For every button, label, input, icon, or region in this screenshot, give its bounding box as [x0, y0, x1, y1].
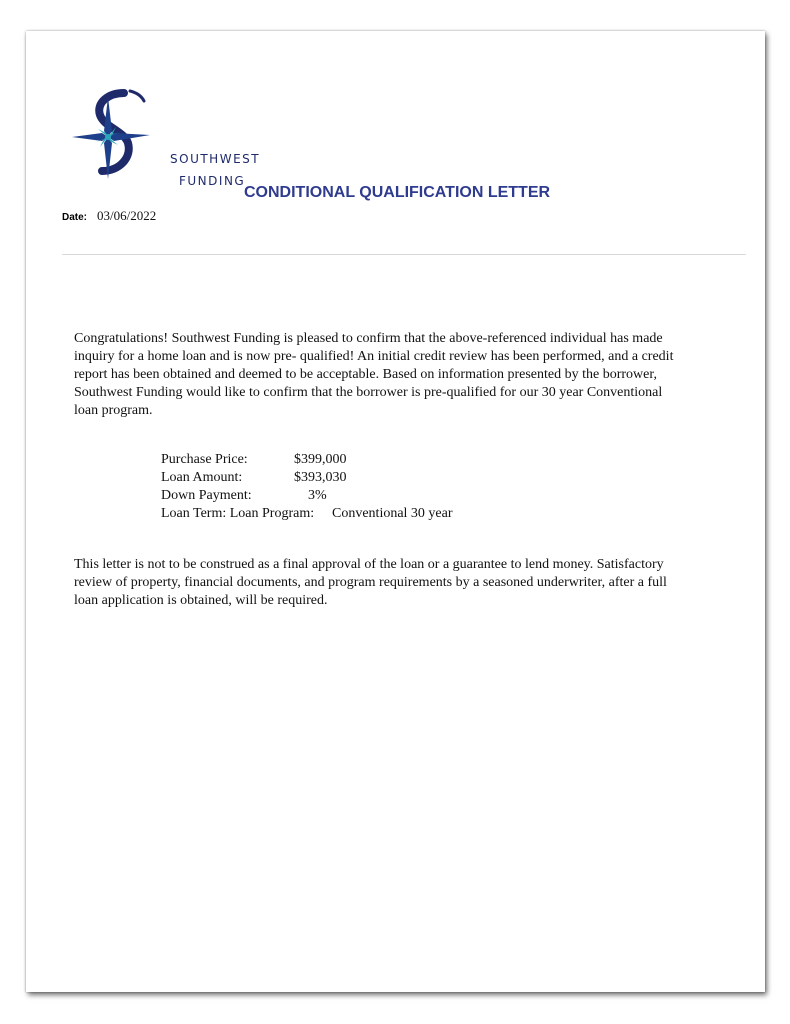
disclaimer-paragraph: This letter is not to be construed as a final approval of the loan or a guarantee to lend money. Satisfactory review of property, financial documents, and program requirements by a seasoned underwriter, after a full loan application is obtained, will be required.	[74, 557, 667, 608]
loan-amount-value: $393,030	[294, 470, 347, 485]
loan-amount-label: Loan Amount:	[161, 470, 243, 485]
logo-word-funding: FUNDING	[179, 174, 246, 188]
loan-term-label: Loan Term: Loan Program:	[161, 506, 315, 521]
congratulations-paragraph: Congratulations! Southwest Funding is pleased to confirm that the above-referenced individual has made inquiry for a home loan and is now pre- qualified! An initial credit review has been performed, and a credit report has been obtained and deemed to be acceptable. Based on information presented by the borrower, Southwest Funding would like to confirm that the borrower is pre-qualified for our 30 year Conventional loan program.	[74, 331, 674, 418]
letter-page	[26, 31, 765, 992]
compass-s-icon	[72, 87, 242, 187]
down-payment-label: Down Payment:	[161, 488, 252, 503]
southwest-funding-logo	[72, 87, 261, 188]
logo-word-southwest: SOUTHWEST	[170, 152, 261, 166]
header-divider	[62, 254, 746, 255]
purchase-price-label: Purchase Price:	[161, 452, 248, 467]
down-payment-value: 3%	[308, 488, 327, 503]
date-row	[62, 207, 156, 225]
date-label: Date:	[62, 212, 88, 223]
purchase-price-value: $399,000	[294, 452, 347, 467]
loan-term-value: Conventional 30 year	[332, 506, 453, 521]
date-value: 03/06/2022	[97, 208, 157, 223]
letter-title: CONDITIONAL QUALIFICATION LETTER	[244, 184, 551, 201]
